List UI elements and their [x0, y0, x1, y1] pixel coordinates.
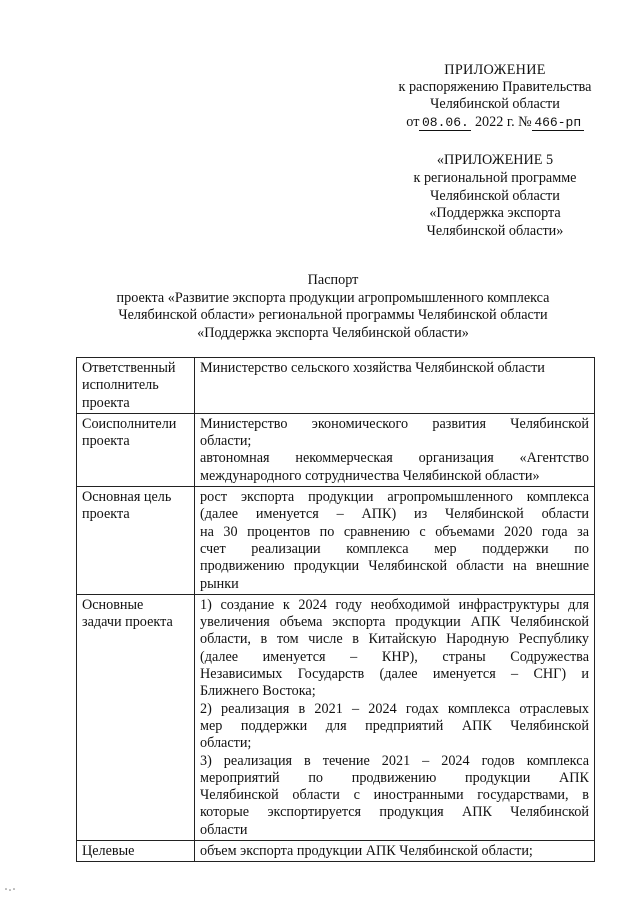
value-line: Независимых Государств (далее именуется – СНГ) и — [200, 666, 589, 683]
appendix5-line-2: к региональной программе — [413, 169, 577, 186]
value-line: Министерство сельского хозяйства Челябинской области — [200, 360, 545, 376]
value-line: (далее именуется – КНР), страны Содружества — [200, 648, 589, 665]
value-line: Челябинской области с иностранными государствами, в — [200, 787, 589, 804]
passport-line-1: проекта «Развитие экспорта продукции агропромышленного комплекса — [116, 289, 550, 306]
date-prefix: от — [406, 113, 420, 130]
value-line: счет реализации комплекса мер поддержки по — [200, 540, 589, 557]
label-line: Основные — [82, 596, 144, 613]
value-line: 3) реализация в течение 2021 – 2024 годов комплекса — [200, 752, 589, 769]
value-line: автономная некоммерческая организация «Агентство — [200, 450, 589, 467]
value-line: 1) создание к 2024 году необходимой инфраструктуры для — [200, 596, 589, 613]
passport-table — [76, 357, 595, 862]
value-line: (далее именуется – АПК) из Челябинской области — [200, 506, 589, 523]
value-line: международного сотрудничества Челябинской области» — [200, 467, 540, 484]
appendix-line-2: Челябинской области — [430, 96, 560, 113]
scan-artifact — [4, 886, 18, 892]
appendix5-line-3: Челябинской области — [430, 187, 560, 204]
appendix-block — [370, 62, 620, 131]
label-line: проекта — [82, 506, 130, 523]
row-label — [77, 487, 195, 595]
appendix5-line-1: «ПРИЛОЖЕНИЕ 5 — [436, 152, 554, 168]
label-line: Основная цель — [82, 489, 172, 506]
label-line: проекта — [82, 394, 130, 411]
value-line: рынки — [200, 575, 239, 592]
value-line: Министерство экономического развития Челябинской — [200, 415, 589, 432]
table-row — [77, 413, 595, 486]
row-value — [195, 841, 595, 862]
row-label — [77, 413, 195, 486]
passport-line-2: Челябинской области» региональной программы Челябинской области — [118, 307, 548, 324]
appendix-date-line — [370, 114, 620, 131]
appendix5-line-4: «Поддержка экспорта — [429, 205, 561, 222]
appendix-line-1: к распоряжению Правительства — [398, 79, 592, 96]
order-number: 466-рп — [532, 116, 584, 131]
value-line: продвижению продукции Челябинской области на внешние — [200, 558, 589, 575]
label-line: исполнитель — [82, 377, 159, 394]
row-value — [195, 358, 595, 414]
scan-dots-icon — [4, 886, 18, 892]
label-line: Соисполнители — [82, 415, 177, 432]
date-value: 08.06. — [419, 116, 471, 131]
value-line: рост экспорта продукции агропромышленного комплекса — [200, 489, 589, 506]
row-label — [77, 594, 195, 840]
value-line: мер поддержки для предприятий АПК Челябинской — [200, 717, 589, 734]
passport-title: Паспорт — [307, 272, 359, 288]
value-line: области; — [200, 433, 252, 450]
value-line: на 30 процентов по сравнению с объемами 2020 года за — [200, 523, 589, 540]
label-line: проекта — [82, 433, 130, 450]
value-line: 2) реализация в 2021 – 2024 годах комплекса отраслевых — [200, 700, 589, 717]
label-line: задачи проекта — [82, 614, 173, 631]
value-line: области; — [200, 735, 252, 752]
table-row — [77, 594, 595, 840]
row-label — [77, 358, 195, 414]
value-line: которые экспортируется продукция АПК Челябинской — [200, 804, 589, 821]
passport-heading — [70, 272, 596, 342]
table-row — [77, 358, 595, 414]
appendix5-block — [370, 152, 620, 241]
row-value — [195, 594, 595, 840]
row-value — [195, 487, 595, 595]
appendix5-line-5: Челябинской области» — [426, 223, 564, 240]
appendix-title: ПРИЛОЖЕНИЕ — [444, 62, 546, 78]
year-text: 2022 г. № — [474, 113, 532, 130]
table-row — [77, 487, 595, 595]
row-value — [195, 413, 595, 486]
value-line: объем экспорта продукции АПК Челябинской области; — [200, 843, 533, 860]
value-line: мероприятий по продвижению продукции АПК — [200, 769, 589, 786]
label-line: Целевые — [82, 843, 135, 860]
value-line: области, в том числе в Китайскую Народную Республику — [200, 631, 589, 648]
row-label — [77, 841, 195, 862]
value-line: увеличения объема экспорта продукции АПК Челябинской — [200, 614, 589, 631]
passport-line-3: «Поддержка экспорта Челябинской области» — [197, 324, 469, 341]
label-line: Ответственный — [82, 360, 176, 376]
value-line: области — [200, 821, 248, 838]
table-row — [77, 841, 595, 862]
value-line: Ближнего Востока; — [200, 683, 316, 700]
